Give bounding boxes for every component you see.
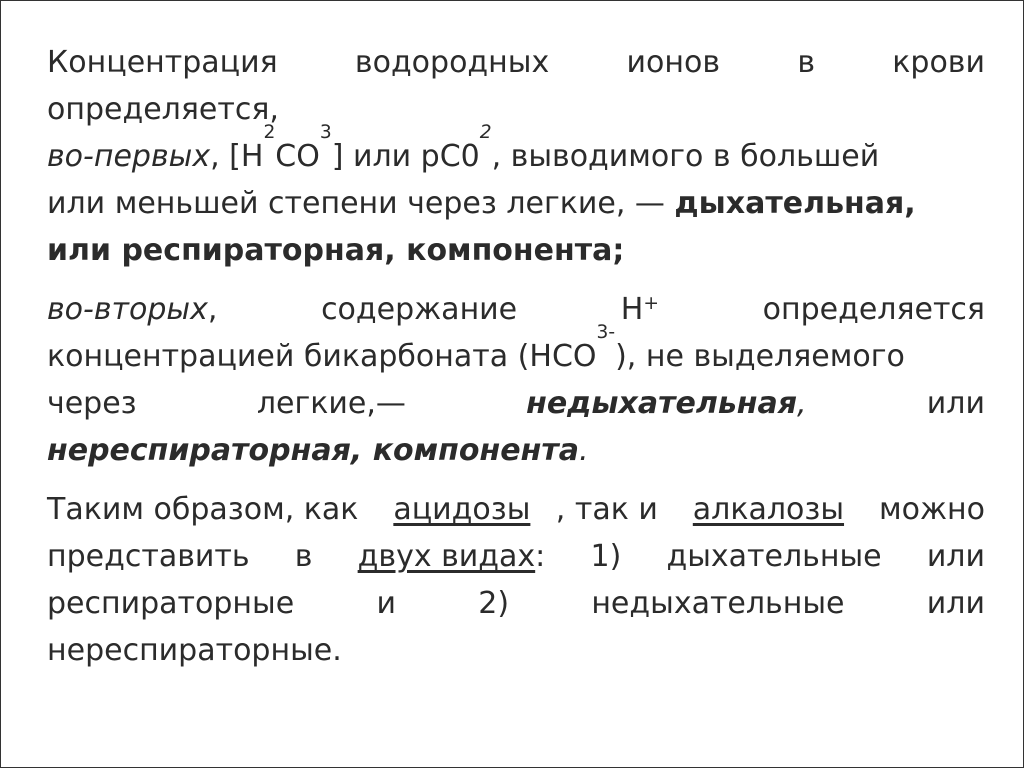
p2-line1 bbox=[47, 122, 985, 180]
p3-line2 bbox=[47, 322, 985, 380]
subscript: 2 bbox=[263, 122, 276, 143]
text: ] или pC0 bbox=[331, 139, 480, 174]
text: ), не выделяемого bbox=[615, 339, 905, 374]
acidosis-term: ацидозы bbox=[393, 492, 531, 527]
superscript: + bbox=[643, 292, 659, 314]
secondly-label: во-вторых bbox=[47, 292, 208, 327]
superscript: - bbox=[608, 322, 616, 343]
word: крови bbox=[892, 45, 985, 80]
word: дыхательные bbox=[666, 539, 882, 574]
respiratory-term: или респираторная, компонента; bbox=[47, 233, 625, 268]
text: концентрацией бикарбоната (HCO bbox=[47, 339, 597, 374]
word: содержание bbox=[321, 292, 518, 327]
text: , bbox=[797, 386, 807, 421]
text: , [H bbox=[210, 139, 264, 174]
text: : bbox=[535, 539, 546, 574]
text: CO bbox=[275, 139, 320, 174]
p3-line1 bbox=[47, 286, 985, 333]
word: через bbox=[47, 386, 137, 421]
text: Таким образом, как bbox=[47, 492, 368, 527]
p2-line2 bbox=[47, 180, 985, 227]
word: или bbox=[926, 539, 985, 574]
word: и bbox=[376, 586, 396, 621]
word: Концентрация bbox=[47, 45, 278, 80]
nonrespiratory-term: нереспираторная, компонента bbox=[47, 433, 579, 468]
p4-line1 bbox=[47, 486, 985, 533]
word: недыхательные bbox=[591, 586, 845, 621]
word: представить bbox=[47, 539, 250, 574]
two-types-term: двух видах bbox=[357, 539, 536, 574]
word: в bbox=[797, 45, 815, 80]
respiratory-term: дыхательная, bbox=[674, 186, 916, 221]
text: или меньшей степени через легкие, — bbox=[47, 186, 675, 221]
p3-line4 bbox=[47, 427, 985, 474]
p1-line2 bbox=[47, 86, 985, 133]
word: или bbox=[926, 386, 985, 421]
word: определяется, bbox=[47, 92, 279, 127]
word: ионов bbox=[626, 45, 721, 80]
subscript: 3 bbox=[319, 122, 332, 143]
alkalosis-term: алкалозы bbox=[692, 492, 845, 527]
word: 2) bbox=[478, 586, 510, 621]
p4-line3 bbox=[47, 580, 985, 627]
subscript: 2 bbox=[479, 122, 492, 143]
text: , bbox=[207, 292, 218, 327]
p2-line3 bbox=[47, 227, 985, 274]
word: респираторные bbox=[47, 586, 295, 621]
p4-line4 bbox=[47, 627, 985, 674]
slide-text bbox=[47, 39, 985, 674]
subscript: 3 bbox=[596, 322, 609, 343]
text: . bbox=[578, 433, 589, 468]
text: , так и bbox=[555, 492, 668, 527]
firstly-label: во-первых bbox=[47, 139, 211, 174]
word: в bbox=[294, 539, 313, 574]
p4-line2 bbox=[47, 533, 985, 580]
word: 1) bbox=[590, 539, 622, 574]
text: H bbox=[620, 292, 644, 327]
p3-line3 bbox=[47, 380, 985, 427]
word: нереспираторные. bbox=[47, 633, 342, 668]
word: определяется bbox=[762, 292, 985, 327]
nonrespiratory-term: недыхательная bbox=[526, 386, 798, 421]
word: легкие,— bbox=[256, 386, 406, 421]
text: можно bbox=[869, 492, 985, 527]
p1-line1 bbox=[47, 39, 985, 86]
text: , выводимого в большей bbox=[491, 139, 880, 174]
word: или bbox=[926, 586, 985, 621]
word: водородных bbox=[354, 45, 550, 80]
